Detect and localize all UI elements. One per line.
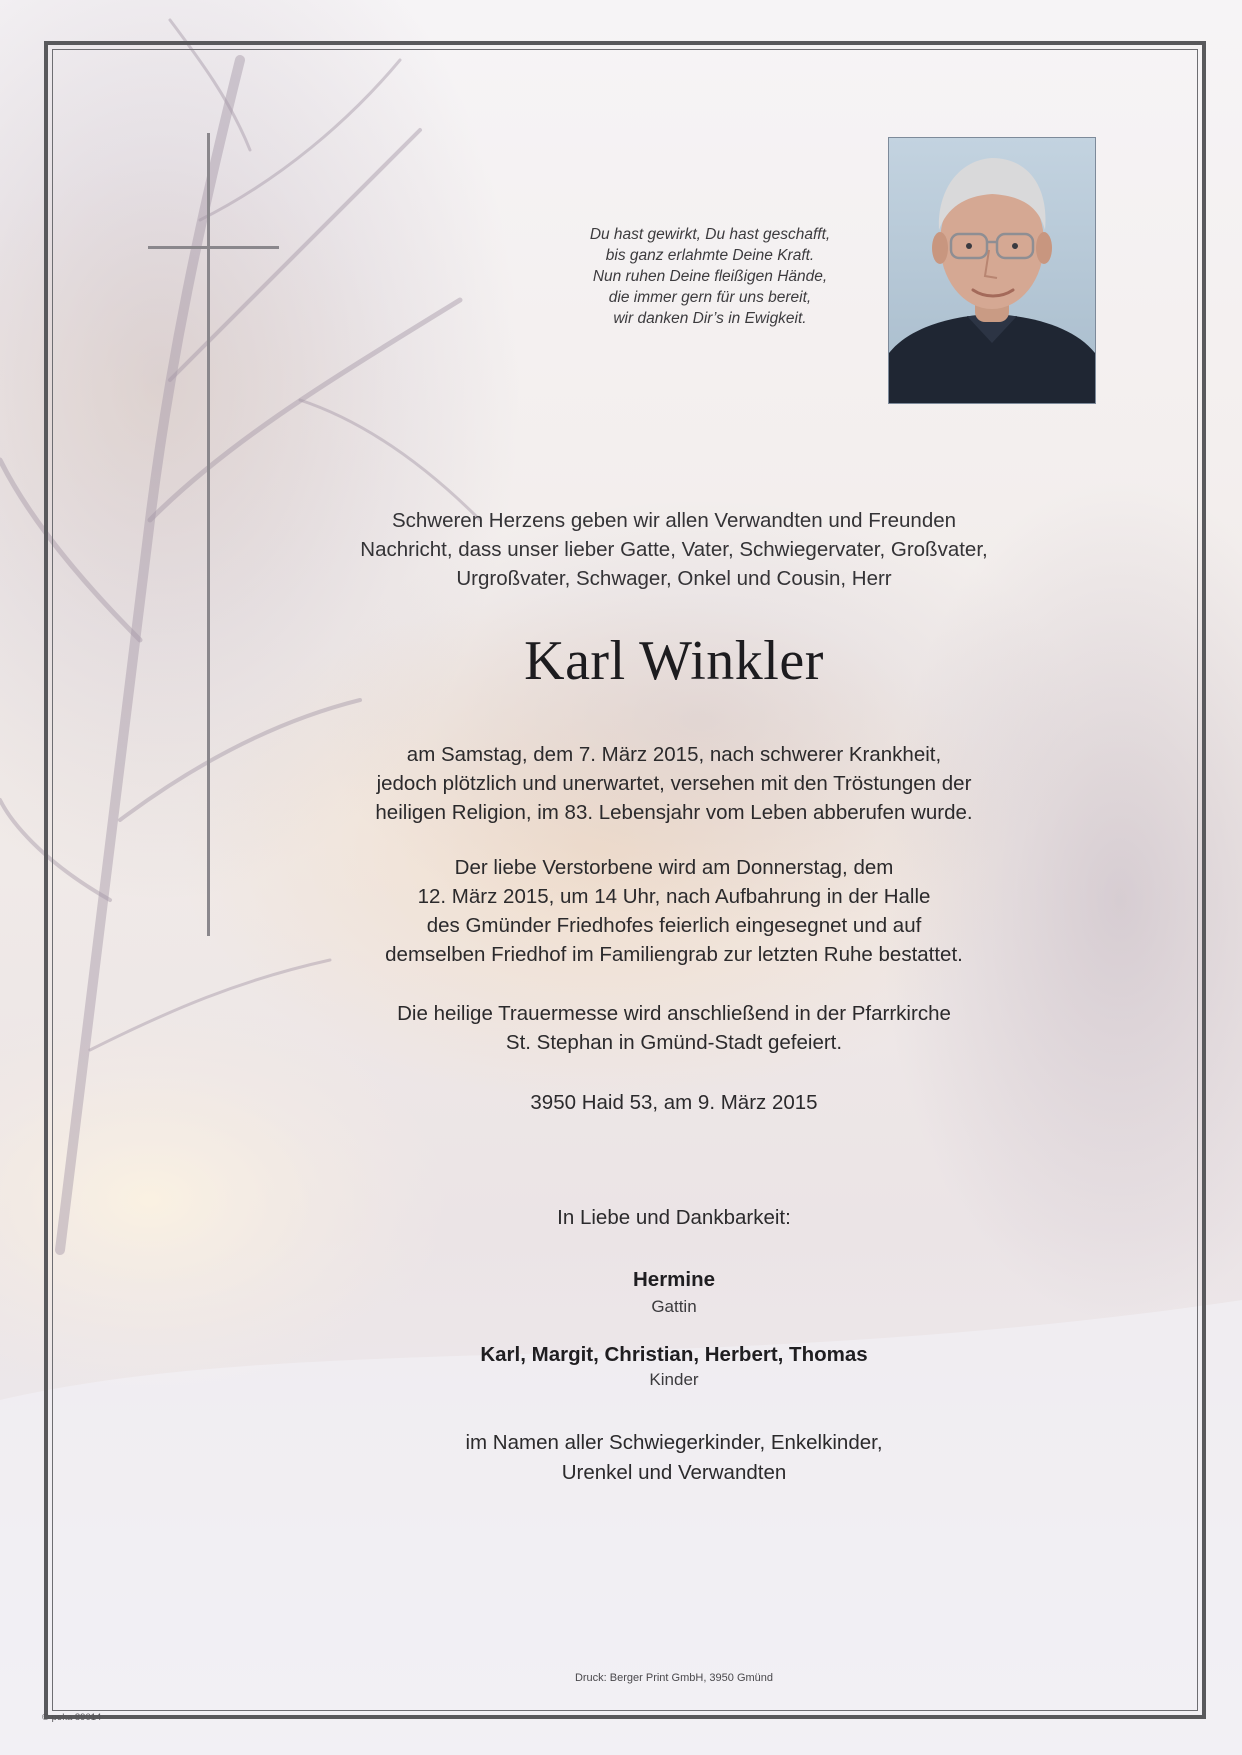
place-date: 3950 Haid 53, am 9. März 2015 (530, 1091, 818, 1114)
intro-paragraph (240, 506, 1108, 593)
poem-line: wir danken Dir’s in Ewigkeit. (613, 310, 807, 327)
memorial-poem (540, 224, 880, 329)
intro-line: Urgroßvater, Schwager, Onkel und Cousin, Herr (456, 567, 892, 590)
death-paragraph (240, 740, 1108, 827)
relative-names: Hermine (632, 1268, 716, 1291)
poem-line: die immer gern für uns bereit, (608, 289, 812, 306)
deceased-name: Karl Winkler (524, 630, 824, 692)
death-line: jedoch plötzlich und unerwartet, versehen mit den Tröstungen der (376, 772, 972, 795)
relative-names: Karl, Margit, Christian, Herbert, Thomas (480, 1343, 868, 1366)
closing-line: im Namen aller Schwiegerkinder, Enkelkinder, (465, 1431, 883, 1454)
reference-code: © peka 89014 (42, 1712, 102, 1723)
funeral-line: des Gmünder Friedhofes feierlich eingesegnet und auf (426, 914, 922, 937)
cross-icon-horizontal (148, 246, 279, 249)
funeral-paragraph (240, 853, 1108, 969)
funeral-line: 12. März 2015, um 14 Uhr, nach Aufbahrung in der Halle (417, 885, 931, 908)
closing-line: Urenkel und Verwandten (561, 1461, 787, 1484)
portrait-photo (888, 137, 1096, 404)
mass-paragraph (240, 999, 1108, 1057)
printer-credit: Druck: Berger Print GmbH, 3950 Gmünd (574, 1672, 774, 1684)
closing-paragraph (240, 1428, 1108, 1488)
poem-line: bis ganz erlahmte Deine Kraft. (605, 247, 815, 264)
mass-line: St. Stephan in Gmünd-Stadt gefeiert. (505, 1031, 843, 1054)
relative-relation: Kinder (649, 1370, 699, 1389)
intro-line: Nachricht, dass unser lieber Gatte, Vater, Schwiegervater, Großvater, (360, 538, 988, 561)
death-line: heiligen Religion, im 83. Lebensjahr vom Leben abberufen wurde. (375, 801, 973, 824)
cross-icon-vertical (207, 133, 210, 936)
intro-line: Schweren Herzens geben wir allen Verwandten und Freunden (391, 509, 957, 532)
thanks-line: In Liebe und Dankbarkeit: (557, 1206, 791, 1229)
relative-relation: Gattin (651, 1297, 697, 1316)
death-line: am Samstag, dem 7. März 2015, nach schwerer Krankheit, (406, 743, 942, 766)
poem-line: Du hast gewirkt, Du hast geschafft, (589, 226, 831, 243)
funeral-line: Der liebe Verstorbene wird am Donnerstag, dem (454, 856, 894, 879)
funeral-line: demselben Friedhof im Familiengrab zur letzten Ruhe bestattet. (385, 943, 963, 966)
mass-line: Die heilige Trauermesse wird anschließend in der Pfarrkirche (397, 1002, 951, 1025)
poem-line: Nun ruhen Deine fleißigen Hände, (592, 268, 828, 285)
